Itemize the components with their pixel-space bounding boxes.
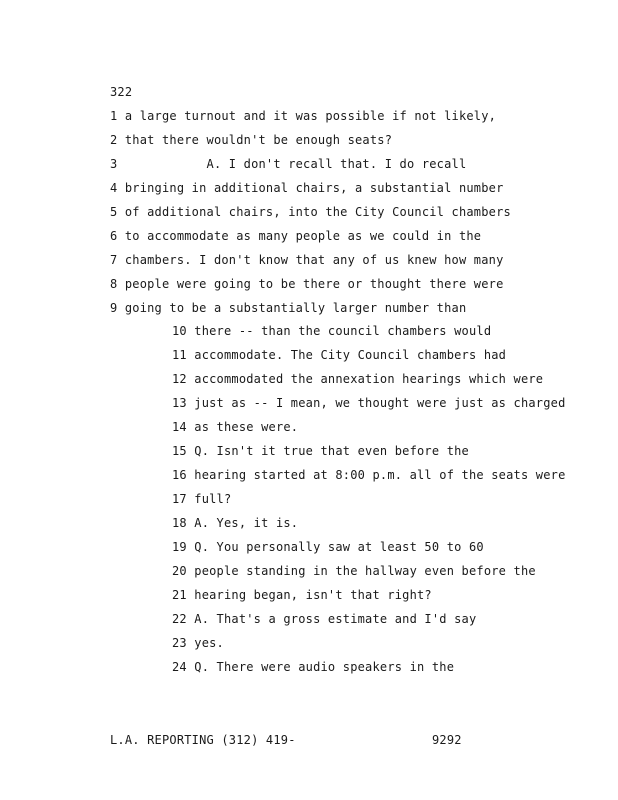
transcript-line-13: 13 just as -- I mean, we thought were just as charged [172, 396, 566, 410]
transcript-line-4: 4 bringing in additional chairs, a substantial number [110, 181, 504, 195]
transcript-line-9: 9 going to be a substantially larger number than [110, 301, 467, 315]
footer-phone-number: 9292 [432, 733, 462, 747]
transcript-line-12: 12 accommodated the annexation hearings which were [172, 372, 544, 386]
transcript-line-22: 22 A. That's a gross estimate and I'd say [172, 612, 477, 626]
transcript-line-2: 2 that there wouldn't be enough seats? [110, 133, 393, 147]
page-number: 322 [110, 85, 133, 99]
transcript-line-3: 3 A. I don't recall that. I do recall [110, 157, 467, 171]
transcript-line-20: 20 people standing in the hallway even before the [172, 564, 536, 578]
transcript-line-16: 16 hearing started at 8:00 p.m. all of the seats were [172, 468, 566, 482]
transcript-line-21: 21 hearing began, isn't that right? [172, 588, 432, 602]
transcript-line-8: 8 people were going to be there or thought there were [110, 277, 504, 291]
transcript-line-17: 17 full? [172, 492, 232, 506]
transcript-line-14: 14 as these were. [172, 420, 299, 434]
transcript-line-5: 5 of additional chairs, into the City Council chambers [110, 205, 511, 219]
transcript-line-11: 11 accommodate. The City Council chambers had [172, 348, 507, 362]
transcript-line-1: 1 a large turnout and it was possible if not likely, [110, 109, 497, 123]
transcript-line-18: 18 A. Yes, it is. [172, 516, 299, 530]
transcript-line-10: 10 there -- than the council chambers would [172, 324, 492, 338]
transcript-line-23: 23 yes. [172, 636, 224, 650]
footer-reporter: L.A. REPORTING (312) 419- [110, 733, 296, 747]
transcript-line-15: 15 Q. Isn't it true that even before the [172, 444, 469, 458]
transcript-line-19: 19 Q. You personally saw at least 50 to 60 [172, 540, 484, 554]
transcript-line-24: 24 Q. There were audio speakers in the [172, 660, 455, 674]
transcript-line-7: 7 chambers. I don't know that any of us knew how many [110, 253, 504, 267]
transcript-line-6: 6 to accommodate as many people as we could in the [110, 229, 482, 243]
